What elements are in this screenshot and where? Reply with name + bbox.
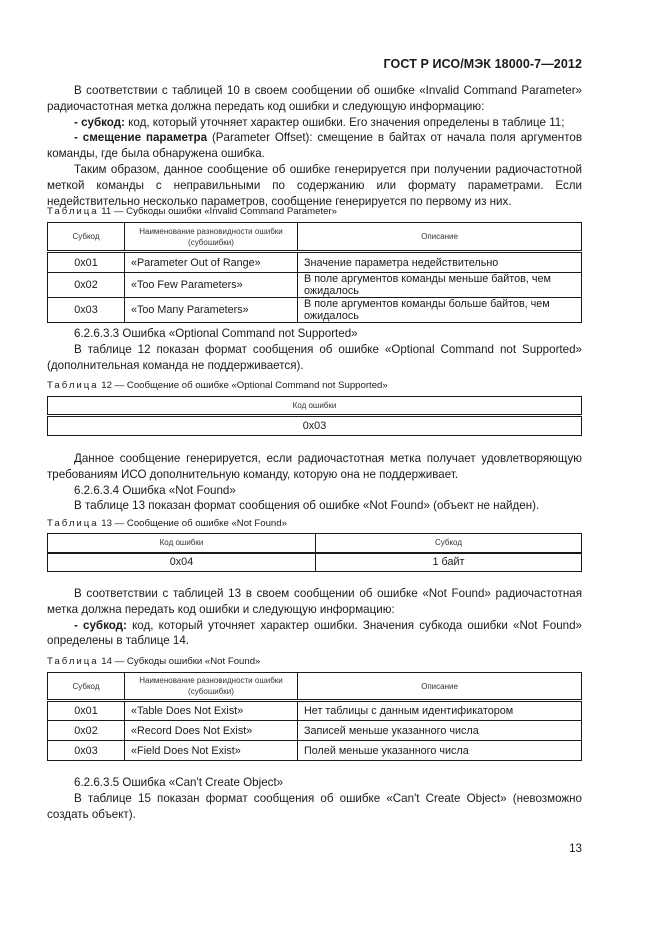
column-header: Описание [298,673,582,701]
cell-error-code: 0x03 [48,416,582,436]
cell-subcode: 0x03 [48,741,125,761]
cell-subcode: 0x01 [48,701,125,721]
section-6-2-6-3-3 [47,326,582,373]
paragraph: В таблице 13 показан формат сообщения об ошибке «Not Found» (объект не найден). [74,499,540,513]
table-11 [47,222,582,323]
cell-subcode: 0x02 [48,721,125,741]
document-header: ГОСТ Р ИСО/МЭК 18000-7—2012 [383,57,582,71]
caption-title: 13 — Сообщение об ошибке «Not Found» [98,518,287,529]
paragraph: В таблице 12 показан формат сообщения об ошибке «Optional Command not Supported» (дополнительная команда не поддерживается). [47,342,582,372]
cell-error-code: 0x04 [48,553,316,572]
cell-name: «Too Few Parameters» [125,273,298,298]
paragraph: Таким образом, данное сообщение об ошибке генерируется при получении радиочастотной меткой команды с неправильными по содержанию или формату параметрами. Если недействительно несколько параметров, сообщение генерируется по первому из них. [47,162,582,208]
paragraph: В таблице 15 показан формат сообщения об ошибке «Can't Create Object» (невозможно создать объект). [47,791,582,821]
cell-description: Нет таблицы с данным идентификатором [298,701,582,721]
table-row [48,298,582,323]
cell-subcode: 0x01 [48,252,125,273]
cell-description: Значение параметра недействительно [298,252,582,273]
column-header: Описание [298,223,582,252]
table-12-caption [47,380,388,392]
cell-subcode: 1 байт [316,553,582,572]
term: - субкод: [74,618,127,632]
cell-name: «Parameter Out of Range» [125,252,298,273]
column-header: Субкод [48,223,125,252]
section-heading: 6.2.6.3.3 Ошибка «Optional Command not Supported» [74,327,358,340]
caption-prefix: Таблица [47,380,99,391]
caption-title: 11 — Субкоды ошибки «Invalid Command Parameter» [98,206,337,217]
cell-name: «Table Does Not Exist» [125,701,298,721]
table-row [48,741,582,761]
cell-name: «Record Does Not Exist» [125,721,298,741]
caption-prefix: Таблица [47,518,99,529]
list-item-subcode [47,618,582,650]
section-heading: 6.2.6.3.4 Ошибка «Not Found» [74,483,236,497]
cell-name: «Too Many Parameters» [125,298,298,323]
cell-name: «Field Does Not Exist» [125,741,298,761]
cell-description: Полей меньше указанного числа [298,741,582,761]
column-header: Код ошибки [48,534,316,553]
definition: код, который уточняет характер ошибки. Значения субкода ошибки «Not Found» определены в таблице 14. [47,618,582,648]
caption-title: 14 — Субкоды ошибки «Not Found» [98,656,261,667]
cell-subcode: 0x02 [48,273,125,298]
table-row [48,416,582,436]
table-row [48,721,582,741]
page-number: 13 [569,842,582,855]
column-header: Субкод [48,673,125,701]
section-heading: 6.2.6.3.5 Ошибка «Can't Create Object» [74,776,284,789]
table-14-caption [47,656,260,668]
column-header: Код ошибки [48,397,582,416]
table-row [48,252,582,273]
column-header: Наименование разновидности ошибки (субошибки) [125,223,298,252]
cell-description: В поле аргументов команды меньше байтов, чем ожидалось [298,273,582,298]
table-13-caption [47,518,287,530]
cell-description: Записей меньше указанного числа [298,721,582,741]
definition: код, который уточняет характер ошибки. Его значения определены в таблице 11; [124,115,565,129]
column-header: Наименование разновидности ошибки (субошибки) [125,673,298,701]
table-row [48,701,582,721]
table-14 [47,672,582,761]
column-header: Субкод [316,534,582,553]
paragraph: В соответствии с таблицей 10 в своем сообщении об ошибке «Invalid Command Parameter» радиочастотная метка должна передать код ошибки и следующую информацию: [47,84,582,113]
cell-subcode: 0x03 [48,298,125,323]
section-6-2-6-3-5 [47,775,582,822]
caption-title: 12 — Сообщение об ошибке «Optional Command not Supported» [98,380,388,391]
table-row [48,273,582,298]
table-13 [47,533,582,572]
caption-prefix: Таблица [47,656,99,667]
paragraph: Данное сообщение генерируется, если радиочастотная метка получает удовлетворяющую требованиям ИСО дополнительную команду, которую она не поддерживает. [47,452,582,481]
list-item-offset [47,130,582,162]
intro-section [47,83,582,209]
cell-description: В поле аргументов команды больше байтов, чем ожидалось [298,298,582,323]
term: - смещение параметра [74,131,208,145]
table-12 [47,396,582,436]
table-row [48,553,582,572]
table-11-caption [47,206,337,218]
caption-prefix: Таблица [47,206,99,217]
not-found-info-section [47,586,582,649]
section-6-2-6-3-4 [47,451,582,514]
list-item-subcode [47,115,582,131]
paragraph: В соответствии с таблицей 13 в своем сообщении об ошибке «Not Found» радиочастотная метка должна передать код ошибки и следующую информацию: [47,587,582,616]
definition: (Parameter Offset): смещение в байтах от начала поля аргументов команды, где была обнаружена ошибка. [47,131,582,161]
term: - субкод: [74,115,125,129]
